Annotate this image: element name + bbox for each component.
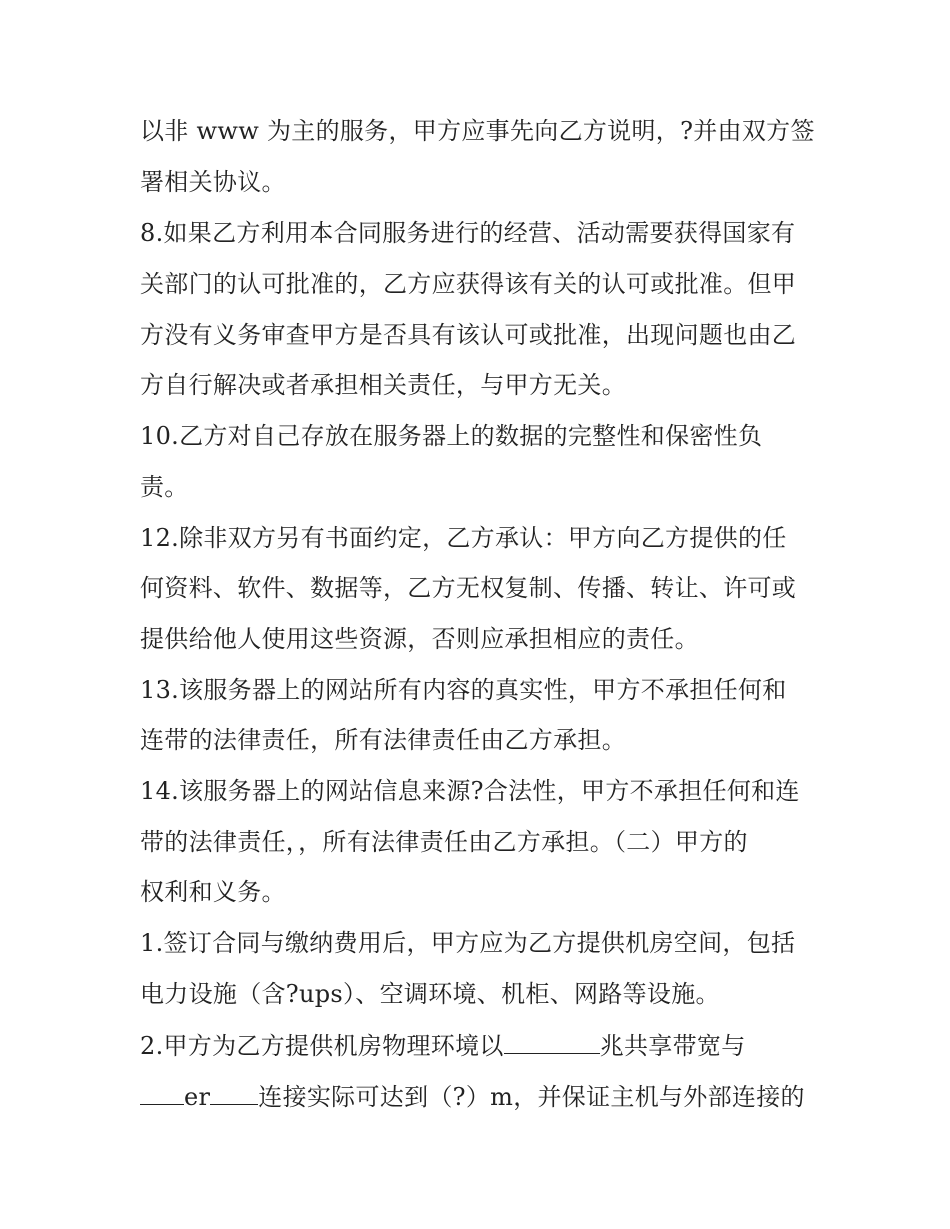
text-line: 1.签订合同与缴纳费用后，甲方应为乙方提供机房空间，包括: [140, 929, 796, 957]
text-line: 责。: [140, 473, 189, 501]
text-line: 连带的法律责任，所有法律责任由乙方承担。: [140, 726, 626, 754]
text-line: 13.该服务器上的网站所有内容的真实性，甲方不承担任何和: [140, 676, 787, 704]
text-line: 何资料、软件、数据等，乙方无权复制、传播、转让、许可或: [140, 574, 797, 602]
fill-blank: [504, 1029, 600, 1054]
text-segment: 兆共享带宽与: [599, 1032, 746, 1060]
text-line: 12.除非双方另有书面约定，乙方承认：甲方向乙方提供的任: [140, 524, 787, 552]
text-line: 提供给他人使用这些资源，否则应承担相应的责任。: [140, 625, 699, 653]
text-segment: 连接实际可达到（?）m，并保证主机与外部连接的: [258, 1083, 805, 1111]
text-line: 8.如果乙方利用本合同服务进行的经营、活动需要获得国家有: [140, 219, 796, 247]
text-line: 方自行解决或者承担相关责任，与甲方无关。: [140, 371, 626, 399]
text-line: 电力设施（含?ups）、空调环境、机柜、网路等设施。: [140, 980, 720, 1008]
text-line: 10.乙方对自己存放在服务器上的数据的完整性和保密性负: [140, 422, 763, 450]
text-line: 方没有义务审查甲方是否具有该认可或批准，出现问题也由乙: [140, 321, 797, 349]
text-line: 权利和义务。: [140, 878, 286, 906]
text-line-with-blank: [140, 1080, 805, 1112]
text-line-with-blank: [140, 1029, 746, 1061]
text-line: 关部门的认可批准的，乙方应获得该有关的认可或批准。但甲: [140, 270, 797, 298]
text-line: 以非 www 为主的服务，甲方应事先向乙方说明，?并由双方签: [140, 117, 815, 145]
text-segment: er: [184, 1083, 211, 1111]
text-line: 14.该服务器上的网站信息来源?合法性，甲方不承担任何和连: [140, 777, 800, 805]
fill-blank: [140, 1080, 184, 1105]
fill-blank: [210, 1080, 258, 1105]
text-line: 带的法律责任，，所有法律责任由乙方承担。（二）甲方的: [140, 828, 748, 856]
text-line: 署相关协议。: [140, 168, 286, 196]
text-segment: 2.甲方为乙方提供机房物理环境以: [140, 1032, 504, 1060]
